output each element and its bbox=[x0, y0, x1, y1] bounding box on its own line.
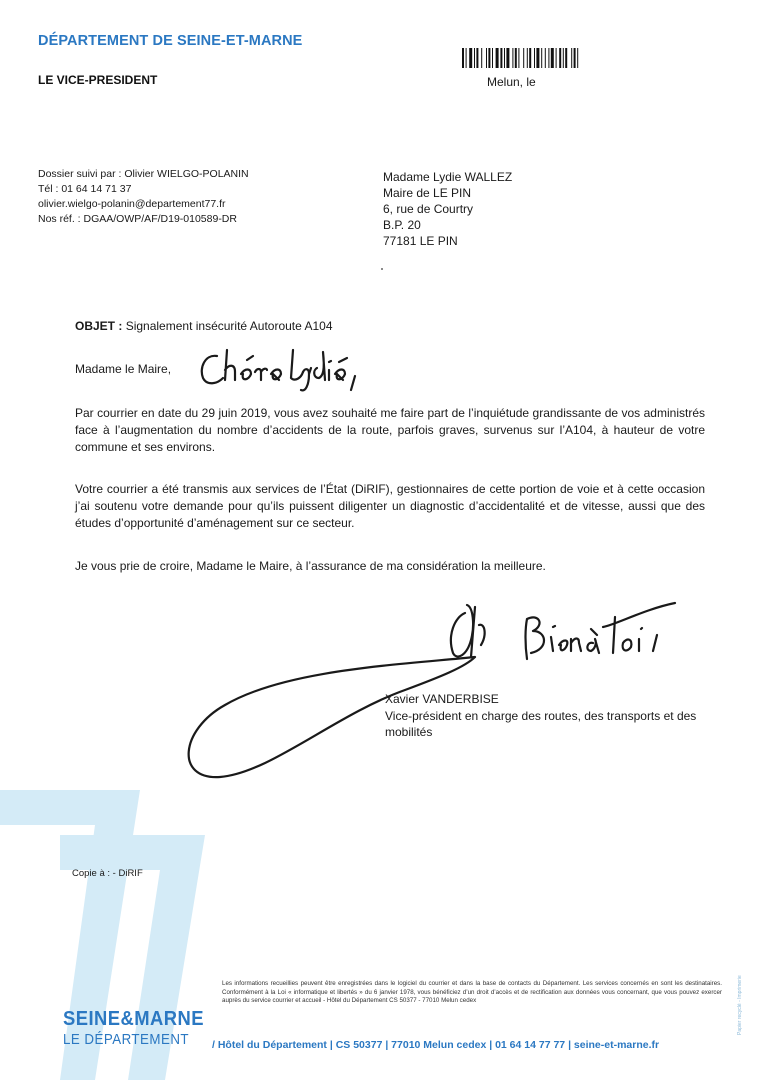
recipient-name: Madame Lydie WALLEZ bbox=[383, 170, 513, 184]
office-title: LE VICE-PRESIDENT bbox=[38, 73, 158, 87]
letter-object bbox=[75, 319, 333, 333]
barcode bbox=[462, 48, 694, 68]
paragraph-1: Par courrier en date du 29 juin 2019, vous avez souhaité me faire part de l’inquiétude grandissante de vos administrés face à l’augmentation du nombre d’accidents de la route, parfois graves, survenus sur l’A104, à hauteur de votre commune et ses environs. bbox=[75, 406, 705, 454]
signer-role: Vice-président en charge des routes, des transports et des mobilités bbox=[385, 709, 697, 739]
dossier-email: olivier.wielgo-polanin@departement77.fr bbox=[38, 198, 226, 210]
object-label: OBJET : bbox=[75, 319, 123, 333]
copy-label: Copie à : bbox=[72, 868, 111, 879]
dossier-followed-by: Dossier suivi par : Olivier WIELGO-POLANIN bbox=[38, 168, 249, 180]
dossier-reference: Nos réf. : DGAA/OWP/AF/D19-010589-DR bbox=[38, 213, 237, 225]
signer-name: Xavier VANDERBISE bbox=[385, 692, 499, 706]
salutation: Madame le Maire, bbox=[75, 362, 172, 376]
paragraph-3: Je vous prie de croire, Madame le Maire, à l’assurance de ma considération la meilleure. bbox=[75, 559, 546, 573]
place-date: Melun, le bbox=[487, 75, 536, 89]
dossier-phone: Tél : 01 64 14 71 37 bbox=[38, 183, 132, 195]
copy-recipients: - DiRIF bbox=[112, 868, 143, 879]
object-text: Signalement insécurité Autoroute A104 bbox=[125, 319, 333, 333]
copy-list bbox=[72, 868, 143, 879]
handwritten-greeting bbox=[195, 342, 375, 397]
fold-mark bbox=[381, 268, 383, 270]
paragraph-2: Votre courrier a été transmis aux services de l’État (DiRIF), gestionnaires de cette portion de voie et à cette occasion j’ai soutenu votre demande pour qu’ils puissent diligenter un diagnostic d’accidentalité et de vitesse, aussi que des études d’opportunité d’aménagement sur ce secteur. bbox=[75, 482, 705, 530]
department-header: DÉPARTEMENT DE SEINE-ET-MARNE bbox=[38, 33, 303, 49]
dossier-info bbox=[38, 167, 249, 227]
recycled-paper-note bbox=[737, 955, 749, 1035]
department-logo bbox=[63, 1008, 216, 1048]
footer-contact-line: / Hôtel du Département | CS 50377 | 77010 Melun cedex | 01 64 14 77 77 | seine-et-marne.fr bbox=[212, 1039, 660, 1051]
recycled-paper-text: Papier recyclé - Imprimerie bbox=[737, 975, 743, 1035]
recipient-role: Maire de LE PIN bbox=[383, 186, 472, 200]
recipient-po-box: B.P. 20 bbox=[383, 218, 421, 232]
recipient-city: 77181 LE PIN bbox=[383, 234, 458, 248]
recipient-street: 6, rue de Courtry bbox=[383, 202, 474, 216]
legal-notice: Les informations recueillies peuvent être enregistrées dans le logiciel du courrier et dans la base de contacts du Département. Les services concernés en sont les destinataires. Conformément à la Loi « informatique et libertés » du 6 janvier 1978, vous bénéficiez d’un droit d’accès et de rectification aux données vous concernant, que vous pouvez exercer auprès du service courrier et accueil - Hôtel du Département CS 50377 - 77010 Melun cedex bbox=[222, 980, 722, 1004]
logo-main-text: SEINE&MARNE bbox=[63, 1008, 205, 1030]
recipient-address bbox=[383, 169, 512, 249]
logo-sub-text: LE DÉPARTEMENT bbox=[63, 1032, 190, 1048]
